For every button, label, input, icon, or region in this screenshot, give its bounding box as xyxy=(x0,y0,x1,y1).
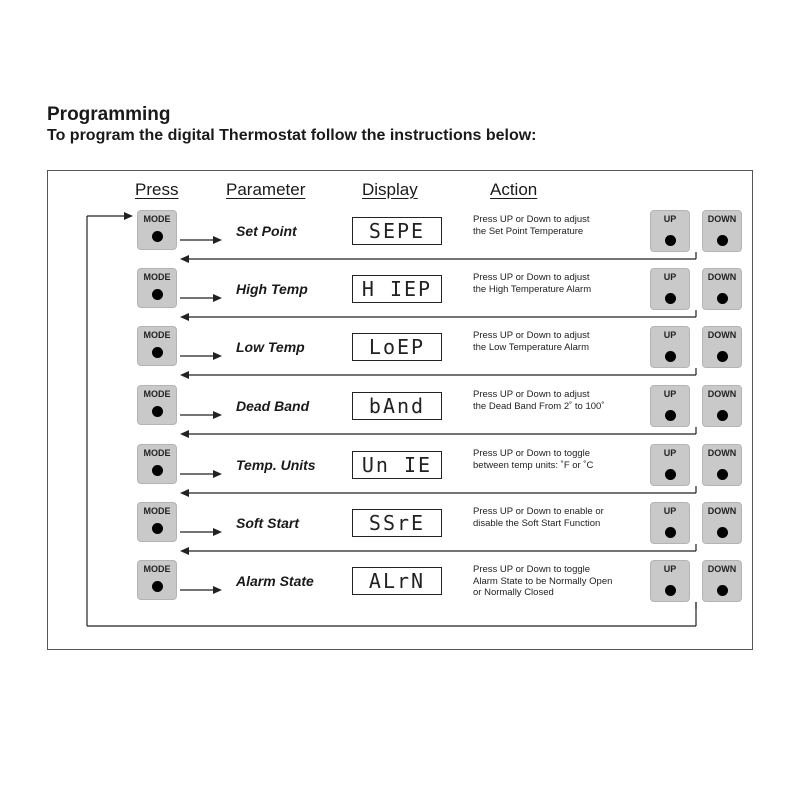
button-dot-icon xyxy=(152,465,163,476)
down-button[interactable] xyxy=(702,560,742,602)
action-line: Press UP or Down to adjust xyxy=(473,389,590,400)
down-button-label: DOWN xyxy=(707,214,737,224)
up-button-label: UP xyxy=(663,330,677,340)
button-dot-icon xyxy=(717,585,728,596)
up-button[interactable] xyxy=(650,326,690,368)
button-dot-icon xyxy=(717,527,728,538)
action-line: between temp units: ˚F or ˚C xyxy=(473,459,594,471)
mode-button[interactable] xyxy=(137,502,177,542)
parameter-name: Set Point xyxy=(236,223,297,239)
action-line: the Low Temperature Alarm xyxy=(473,341,589,353)
up-button-label: UP xyxy=(663,214,677,224)
up-button[interactable] xyxy=(650,385,690,427)
down-button-label: DOWN xyxy=(707,330,737,340)
down-button[interactable] xyxy=(702,268,742,310)
button-dot-icon xyxy=(665,293,676,304)
up-button-label: UP xyxy=(663,272,677,282)
parameter-name: Alarm State xyxy=(236,573,314,589)
down-button-label: DOWN xyxy=(707,506,737,516)
up-button-label: UP xyxy=(663,564,677,574)
down-button[interactable] xyxy=(702,210,742,252)
button-dot-icon xyxy=(152,523,163,534)
action-line: Press UP or Down to adjust xyxy=(473,272,590,283)
lcd-display: LoEP xyxy=(352,333,442,361)
action-line: Press UP or Down to adjust xyxy=(473,214,590,225)
mode-button[interactable] xyxy=(137,268,177,308)
parameter-name: Soft Start xyxy=(236,515,299,531)
action-line: the Set Point Temperature xyxy=(473,225,584,237)
action-line: Press UP or Down to enable or xyxy=(473,506,604,517)
lcd-display: Un IE xyxy=(352,451,442,479)
step-row xyxy=(0,502,800,558)
lcd-display: bAnd xyxy=(352,392,442,420)
programming-title: Programming xyxy=(47,104,171,125)
column-header-parameter: Parameter xyxy=(226,180,306,199)
mode-button-label: MODE xyxy=(143,448,171,458)
down-button[interactable] xyxy=(702,444,742,486)
button-dot-icon xyxy=(152,289,163,300)
mode-button-label: MODE xyxy=(143,564,171,574)
action-text xyxy=(473,330,643,353)
action-text xyxy=(473,448,643,471)
action-text xyxy=(473,272,643,295)
down-button[interactable] xyxy=(702,502,742,544)
lcd-display: ALrN xyxy=(352,567,442,595)
action-line: Press UP or Down to toggle xyxy=(473,448,591,459)
down-button[interactable] xyxy=(702,326,742,368)
action-text xyxy=(473,506,643,529)
parameter-name: Low Temp xyxy=(236,339,305,355)
button-dot-icon xyxy=(665,351,676,362)
programming-subtitle: To program the digital Thermostat follow the instructions below: xyxy=(47,127,537,144)
up-button-label: UP xyxy=(663,506,677,516)
lcd-display: H IEP xyxy=(352,275,442,303)
mode-button-label: MODE xyxy=(143,214,171,224)
button-dot-icon xyxy=(717,351,728,362)
down-button-label: DOWN xyxy=(707,389,737,399)
up-button[interactable] xyxy=(650,444,690,486)
action-line: or Normally Closed xyxy=(473,587,554,598)
action-text xyxy=(473,389,643,412)
up-button[interactable] xyxy=(650,502,690,544)
lcd-display: SSrE xyxy=(352,509,442,537)
button-dot-icon xyxy=(717,469,728,480)
mode-button[interactable] xyxy=(137,444,177,484)
parameter-name: Dead Band xyxy=(236,398,310,414)
action-line: disable the Soft Start Function xyxy=(473,517,601,529)
step-row xyxy=(0,560,800,616)
button-dot-icon xyxy=(152,581,163,592)
button-dot-icon xyxy=(717,293,728,304)
mode-button[interactable] xyxy=(137,385,177,425)
parameter-name: Temp. Units xyxy=(236,457,316,473)
up-button-label: UP xyxy=(663,448,677,458)
button-dot-icon xyxy=(665,235,676,246)
action-line: the Dead Band From 2˚ to 100˚ xyxy=(473,400,605,412)
button-dot-icon xyxy=(152,347,163,358)
button-dot-icon xyxy=(152,406,163,417)
action-line: Press UP or Down to toggle xyxy=(473,564,591,575)
down-button-label: DOWN xyxy=(707,272,737,282)
mode-button-label: MODE xyxy=(143,330,171,340)
lcd-display: SEPE xyxy=(352,217,442,245)
button-dot-icon xyxy=(665,469,676,480)
up-button-label: UP xyxy=(663,389,677,399)
down-button[interactable] xyxy=(702,385,742,427)
action-line: Press UP or Down to adjust xyxy=(473,330,590,341)
up-button[interactable] xyxy=(650,210,690,252)
button-dot-icon xyxy=(152,231,163,242)
parameter-name: High Temp xyxy=(236,281,308,297)
action-text xyxy=(473,564,643,599)
step-row xyxy=(0,210,800,266)
column-header-action: Action xyxy=(490,180,538,199)
button-dot-icon xyxy=(717,410,728,421)
down-button-label: DOWN xyxy=(707,564,737,574)
action-line: the High Temperature Alarm xyxy=(473,283,592,295)
button-dot-icon xyxy=(665,410,676,421)
column-header-press: Press xyxy=(135,180,179,199)
up-button[interactable] xyxy=(650,560,690,602)
up-button[interactable] xyxy=(650,268,690,310)
mode-button-label: MODE xyxy=(143,272,171,282)
button-dot-icon xyxy=(717,235,728,246)
mode-button[interactable] xyxy=(137,326,177,366)
button-dot-icon xyxy=(665,527,676,538)
mode-button-label: MODE xyxy=(143,506,171,516)
button-dot-icon xyxy=(665,585,676,596)
step-row xyxy=(0,444,800,500)
step-row xyxy=(0,385,800,441)
mode-button-label: MODE xyxy=(143,389,171,399)
action-text xyxy=(473,214,643,237)
mode-button[interactable] xyxy=(137,210,177,250)
down-button-label: DOWN xyxy=(707,448,737,458)
mode-button[interactable] xyxy=(137,560,177,600)
column-header-display: Display xyxy=(362,180,418,199)
step-row xyxy=(0,268,800,324)
step-row xyxy=(0,326,800,382)
action-line: Alarm State to be Normally Open xyxy=(473,575,613,587)
